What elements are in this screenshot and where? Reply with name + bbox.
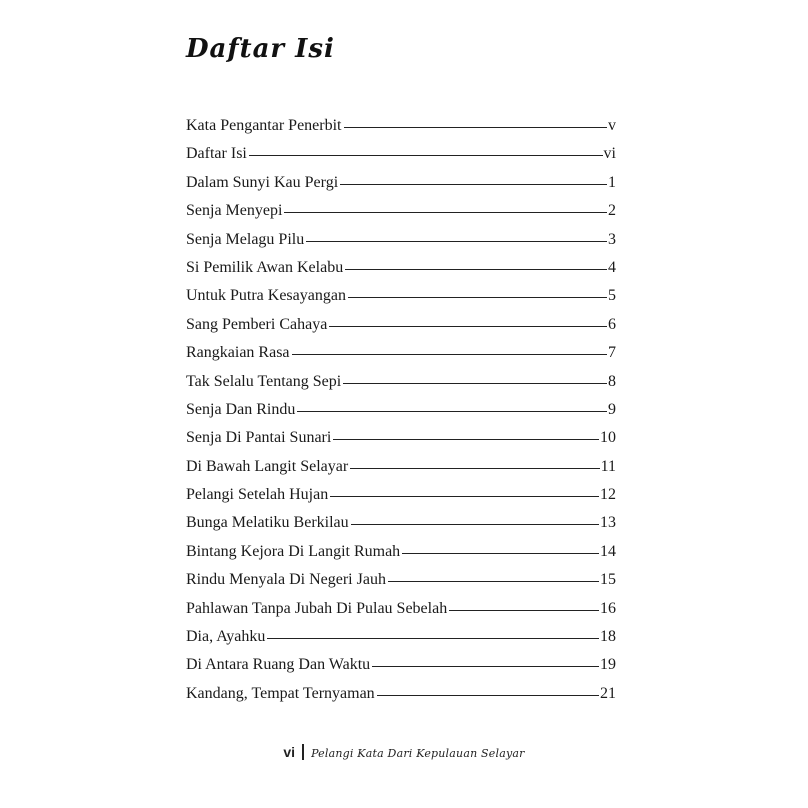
toc-entry-title: Si Pemilik Awan Kelabu bbox=[186, 258, 344, 276]
toc-entry-title: Pelangi Setelah Hujan bbox=[186, 486, 329, 504]
toc-entry bbox=[186, 685, 616, 713]
toc-entry bbox=[186, 458, 616, 486]
toc-entry-title: Pahlawan Tanpa Jubah Di Pulau Sebelah bbox=[186, 599, 448, 617]
toc-entry-page: vi bbox=[603, 145, 616, 163]
toc-entry bbox=[186, 259, 616, 287]
toc-leader-line bbox=[249, 155, 603, 156]
toc-leader-line bbox=[402, 553, 599, 554]
toc-leader-line bbox=[344, 127, 608, 128]
footer-book-title: Pelangi Kata Dari Kepulauan Selayar bbox=[311, 747, 525, 760]
toc-entry-title: Untuk Putra Kesayangan bbox=[186, 287, 346, 305]
toc-leader-line bbox=[372, 666, 599, 667]
toc-entry-title: Bintang Kejora Di Langit Rumah bbox=[186, 542, 401, 560]
footer-page-number: vi bbox=[283, 744, 296, 760]
toc-entry bbox=[186, 600, 616, 628]
table-of-contents bbox=[186, 117, 616, 713]
page-title: Daftar Isi bbox=[186, 34, 335, 64]
toc-entry bbox=[186, 373, 616, 401]
toc-entry-page: 19 bbox=[600, 656, 616, 674]
toc-entry bbox=[186, 202, 616, 230]
toc-entry-title: Di Antara Ruang Dan Waktu bbox=[186, 656, 371, 674]
toc-entry-title: Senja Dan Rindu bbox=[186, 400, 296, 418]
toc-leader-line bbox=[388, 581, 599, 582]
toc-entry bbox=[186, 429, 616, 457]
toc-leader-line bbox=[292, 354, 607, 355]
toc-leader-line bbox=[351, 524, 599, 525]
toc-entry-title: Kata Pengantar Penerbit bbox=[186, 117, 342, 134]
toc-entry-page: 15 bbox=[600, 571, 616, 589]
toc-entry-title: Dalam Sunyi Kau Pergi bbox=[186, 173, 339, 191]
toc-leader-line bbox=[343, 383, 607, 384]
toc-entry bbox=[186, 571, 616, 599]
toc-entry-title: Rangkaian Rasa bbox=[186, 344, 290, 362]
toc-entry bbox=[186, 401, 616, 429]
toc-leader-line bbox=[340, 184, 607, 185]
toc-entry-title: Sang Pemberi Cahaya bbox=[186, 315, 328, 333]
toc-entry-page: 6 bbox=[608, 315, 616, 333]
toc-entry-page: 16 bbox=[600, 599, 616, 617]
toc-entry-title: Daftar Isi bbox=[186, 145, 247, 163]
toc-entry-page: 2 bbox=[608, 202, 616, 220]
toc-entry-page: 13 bbox=[600, 514, 616, 532]
toc-entry bbox=[186, 514, 616, 542]
toc-entry-page: 12 bbox=[600, 486, 616, 504]
page-footer bbox=[0, 744, 808, 760]
toc-leader-line bbox=[333, 439, 599, 440]
footer-divider bbox=[302, 744, 304, 760]
toc-entry-page: 10 bbox=[600, 429, 616, 447]
toc-entry-title: Senja Menyepi bbox=[186, 202, 283, 220]
toc-leader-line bbox=[267, 638, 599, 639]
toc-entry bbox=[186, 316, 616, 344]
toc-leader-line bbox=[449, 610, 599, 611]
toc-leader-line bbox=[330, 496, 599, 497]
toc-entry-page: 21 bbox=[600, 684, 616, 702]
toc-entry-page: v bbox=[608, 117, 616, 134]
toc-entry bbox=[186, 543, 616, 571]
toc-entry-page: 4 bbox=[608, 258, 616, 276]
toc-leader-line bbox=[350, 468, 599, 469]
toc-leader-line bbox=[329, 326, 607, 327]
toc-entry bbox=[186, 231, 616, 259]
toc-entry-page: 11 bbox=[600, 457, 616, 475]
toc-entry-page: 9 bbox=[608, 400, 616, 418]
toc-leader-line bbox=[345, 269, 607, 270]
toc-entry bbox=[186, 287, 616, 315]
toc-entry-title: Rindu Menyala Di Negeri Jauh bbox=[186, 571, 386, 589]
toc-entry-page: 1 bbox=[608, 173, 616, 191]
toc-entry bbox=[186, 174, 616, 202]
toc-entry-title: Di Bawah Langit Selayar bbox=[186, 457, 349, 475]
toc-entry-page: 5 bbox=[608, 287, 616, 305]
toc-leader-line bbox=[348, 297, 607, 298]
toc-leader-line bbox=[297, 411, 607, 412]
toc-entry-title: Senja Melagu Pilu bbox=[186, 230, 305, 248]
toc-entry-page: 8 bbox=[608, 372, 616, 390]
toc-leader-line bbox=[306, 241, 607, 242]
toc-leader-line bbox=[377, 695, 599, 696]
toc-entry-title: Dia, Ayahku bbox=[186, 628, 266, 646]
toc-entry bbox=[186, 344, 616, 372]
toc-entry bbox=[186, 145, 616, 173]
toc-entry bbox=[186, 628, 616, 656]
toc-entry-title: Tak Selalu Tentang Sepi bbox=[186, 372, 342, 390]
toc-entry bbox=[186, 486, 616, 514]
toc-entry-page: 18 bbox=[600, 628, 616, 646]
toc-entry-title: Bunga Melatiku Berkilau bbox=[186, 514, 349, 532]
toc-entry-page: 7 bbox=[608, 344, 616, 362]
toc-entry-title: Kandang, Tempat Ternyaman bbox=[186, 684, 375, 702]
toc-entry-title: Senja Di Pantai Sunari bbox=[186, 429, 332, 447]
toc-entry-page: 3 bbox=[608, 230, 616, 248]
toc-entry bbox=[186, 656, 616, 684]
toc-entry bbox=[186, 117, 616, 145]
toc-entry-page: 14 bbox=[600, 542, 616, 560]
toc-leader-line bbox=[284, 212, 607, 213]
